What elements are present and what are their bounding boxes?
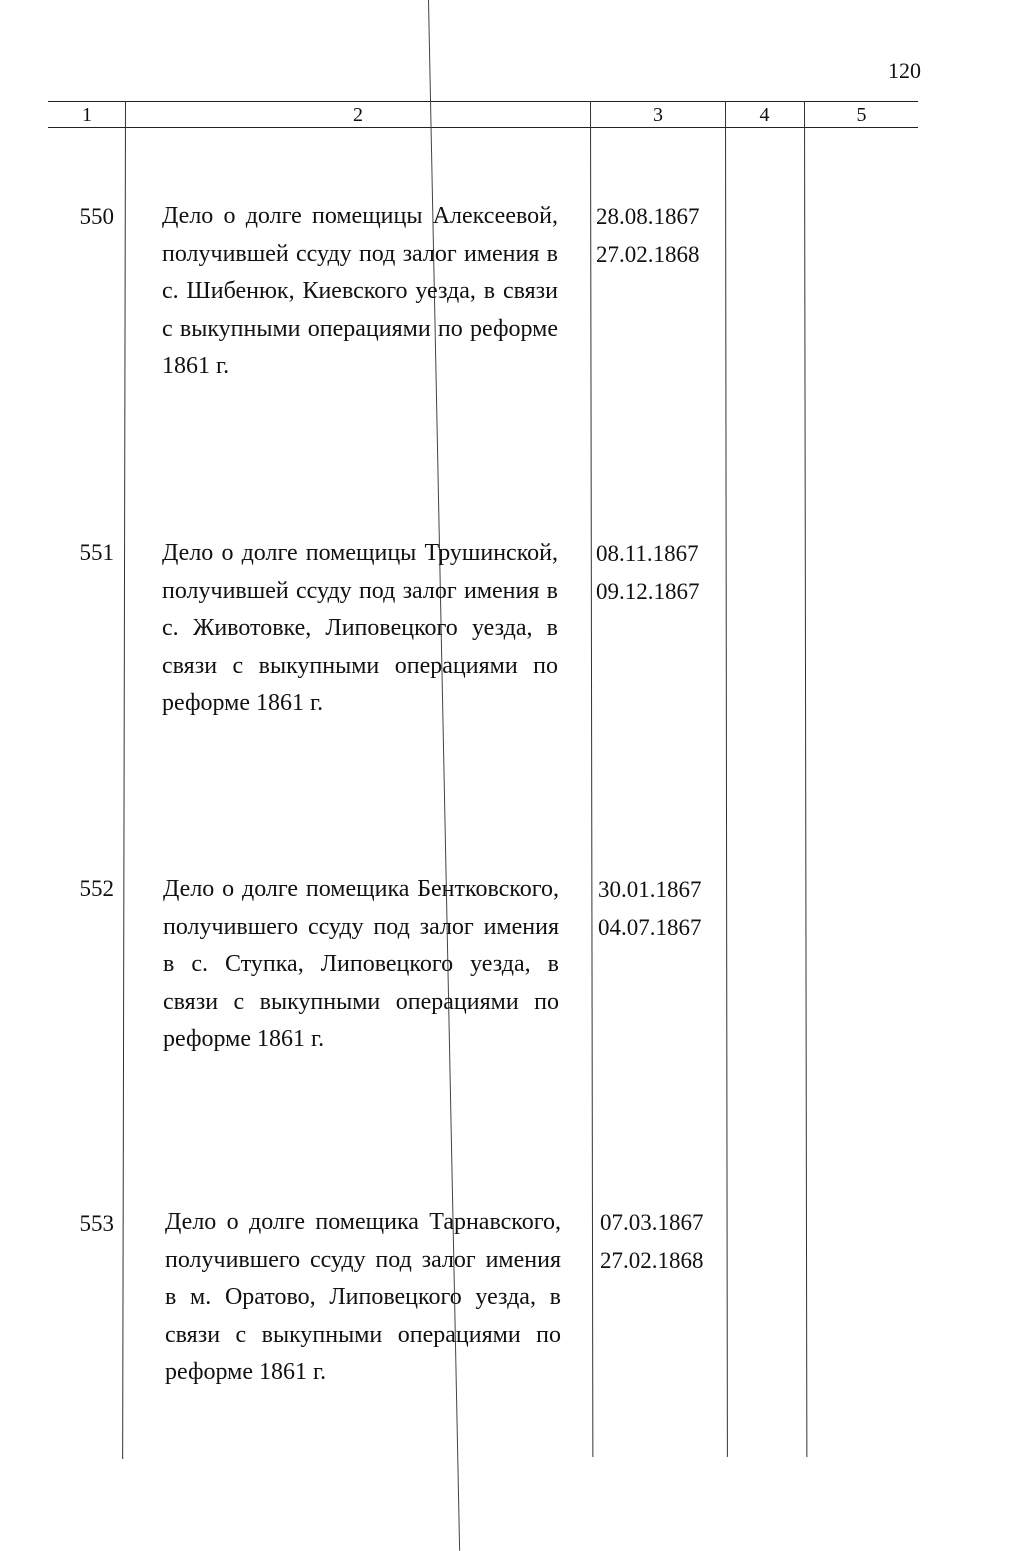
- column-header-3: 3: [653, 104, 663, 126]
- date-start: 07.03.1867: [600, 1210, 704, 1235]
- column-divider-2: [590, 101, 593, 1457]
- row-title: Дело о долге помещика Бентковского, получившего ссуду под залог имения в с. Ступка, Липовецкого уезда, в связи с выкупными операциями по реформе 1861 г.: [163, 876, 559, 1052]
- header-top-rule: [48, 101, 918, 102]
- date-start: 30.01.1867: [598, 877, 702, 902]
- date-end: 04.07.1867: [598, 914, 702, 940]
- date-start: 08.11.1867: [596, 541, 699, 566]
- row-dates: [596, 198, 722, 273]
- row-title: Дело о долге помещицы Алексеевой, получившей ссуду под залог имения в с. Шибенюк, Киевского уезда, в связи с выкупными операциями по реформе 1861 г.: [162, 203, 558, 379]
- row-dates: [600, 1204, 726, 1279]
- date-end: 27.02.1868: [600, 1247, 704, 1273]
- date-end: 27.02.1868: [596, 241, 700, 267]
- row-dates: [596, 535, 722, 610]
- column-header-4: 4: [759, 104, 770, 126]
- row-title: Дело о долге помещицы Трушинской, получившей ссуду под залог имения в с. Животовке, Липовецкого уезда, в связи с выкупными операциями по реформе 1861 г.: [162, 540, 558, 716]
- column-header-5: 5: [856, 104, 867, 126]
- row-number: 553: [79, 1211, 114, 1236]
- page-number: 120: [888, 58, 921, 83]
- column-divider-1: [122, 101, 126, 1459]
- date-end: 09.12.1867: [596, 578, 700, 604]
- row-number: 550: [79, 204, 114, 229]
- row-number: 551: [79, 540, 114, 565]
- column-divider-4: [804, 101, 807, 1457]
- row-number: 552: [79, 876, 114, 901]
- column-header-1: 1: [82, 104, 92, 126]
- header-bottom-rule: [48, 127, 918, 128]
- row-title: Дело о долге помещика Тарнавского, получившего ссуду под залог имения в м. Оратово, Липовецкого уезда, в связи с выкупными операциями по реформе 1861 г.: [165, 1209, 561, 1385]
- date-start: 28.08.1867: [596, 204, 700, 229]
- column-header-2: 2: [353, 104, 363, 126]
- row-dates: [598, 871, 724, 946]
